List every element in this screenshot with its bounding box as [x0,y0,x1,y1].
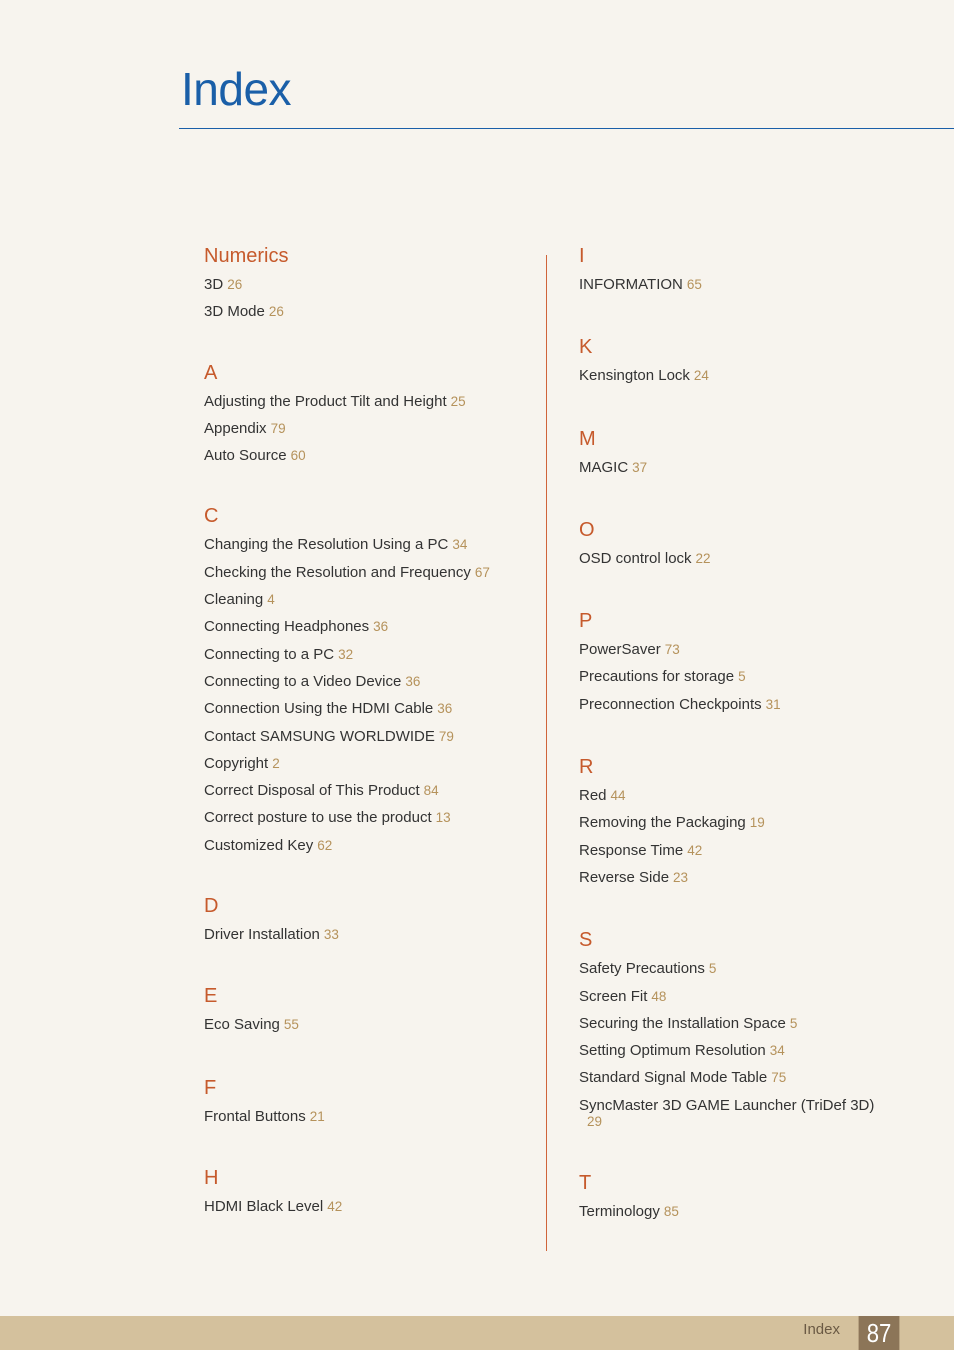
page-reference[interactable]: 24 [693,368,709,384]
section-heading: Numerics [204,245,289,267]
index-term: Reverse Side [579,868,670,886]
page-reference[interactable]: 19 [749,815,765,831]
index-term: Connecting to a PC [204,645,335,663]
page-reference[interactable]: 79 [270,420,286,436]
index-entry[interactable] [204,586,534,613]
section-heading: C [204,505,219,528]
index-term: Safety Precautions [579,960,705,978]
index-term: Securing the Installation Space [579,1014,786,1032]
index-term: Eco Saving [204,1016,280,1034]
index-entry[interactable] [579,545,919,572]
page-reference[interactable]: 75 [771,1070,787,1086]
index-section [579,335,919,389]
page-reference[interactable]: 79 [438,728,454,744]
index-entry[interactable] [579,983,919,1010]
index-section [579,1171,919,1225]
section-heading: F [204,1076,217,1099]
index-entry[interactable] [204,442,534,469]
index-entry[interactable] [204,804,534,831]
index-term: Changing the Resolution Using a PC [204,536,449,554]
page-reference[interactable]: 36 [437,701,453,717]
index-column-left [204,244,534,1220]
index-entry[interactable] [579,1064,919,1091]
index-term: 3D [204,276,224,293]
section-heading: H [204,1166,219,1189]
index-entry[interactable] [579,1010,919,1037]
page-reference[interactable]: 34 [769,1043,785,1059]
index-term: Removing the Packaging [579,814,746,832]
index-entry[interactable] [579,362,919,389]
index-term: Connecting Headphones [204,618,370,636]
index-term: Connecting to a Video Device [204,672,402,690]
page-reference[interactable]: 21 [309,1108,325,1124]
page-reference[interactable]: 33 [323,927,339,943]
index-term: Kensington Lock [579,367,690,385]
index-term: Adjusting the Product Tilt and Height [204,392,447,410]
index-term: Frontal Buttons [204,1107,306,1125]
column-divider [546,255,547,1251]
index-term: Red [579,787,607,805]
page-reference[interactable]: 25 [450,393,466,409]
index-entry[interactable] [579,271,919,298]
page-reference[interactable]: 73 [664,642,680,658]
index-entry[interactable] [204,695,534,722]
index-term: PowerSaver [579,641,661,659]
section-heading: R [579,756,594,779]
page-reference[interactable]: 22 [695,550,711,566]
index-entry[interactable] [579,636,919,663]
section-heading: K [579,336,593,359]
page-reference[interactable]: 5 [738,669,746,685]
page-reference[interactable]: 26 [227,277,243,292]
section-heading: P [579,610,593,633]
index-section [579,928,919,1133]
page-reference[interactable]: 67 [474,564,490,580]
index-entry[interactable] [579,691,919,718]
index-section [579,427,919,481]
page-reference[interactable]: 62 [317,837,333,853]
index-entry[interactable] [579,1198,919,1225]
page-reference[interactable]: 23 [673,869,689,885]
page-reference[interactable]: 48 [651,988,667,1004]
index-term: Preconnection Checkpoints [579,695,762,713]
index-section [579,609,919,718]
page-reference[interactable]: 13 [435,810,451,826]
index-entry[interactable] [204,750,534,777]
page-reference[interactable]: 85 [663,1203,679,1219]
index-entry[interactable] [579,1092,919,1134]
index-entry[interactable] [579,1037,919,1064]
index-term: Driver Installation [204,926,320,944]
index-entry[interactable] [204,1193,534,1220]
index-term: OSD control lock [579,549,692,567]
index-entry[interactable] [204,777,534,804]
index-entry[interactable] [204,921,534,948]
index-entry[interactable] [204,668,534,695]
index-section [204,894,534,948]
index-term: Setting Optimum Resolution [579,1042,766,1060]
page-reference[interactable]: 36 [405,673,421,689]
page-reference[interactable]: 26 [268,304,284,320]
page-reference[interactable]: 31 [765,696,781,712]
index-entry[interactable] [204,415,534,442]
index-term: Screen Fit [579,987,648,1005]
index-entry[interactable] [579,864,919,891]
index-term: Appendix [204,419,267,437]
index-term: Auto Source [204,447,287,465]
index-term: 3D Mode [204,303,265,321]
index-entry[interactable] [579,955,919,982]
index-entry[interactable] [579,782,919,809]
index-entry[interactable] [579,454,919,481]
page-reference[interactable]: 42 [687,842,703,858]
page-reference[interactable]: 34 [452,537,468,553]
page-reference[interactable]: 42 [327,1198,343,1214]
index-section [204,984,534,1038]
footer-section-label: Index [803,1321,840,1338]
page-reference[interactable]: 5 [789,1015,798,1031]
index-section [204,244,534,326]
index-entry[interactable] [204,723,534,750]
index-entry[interactable] [204,531,534,558]
index-term: Checking the Resolution and Frequency [204,563,471,581]
page-reference[interactable]: 4 [267,592,275,608]
index-term: Contact SAMSUNG WORLDWIDE [204,727,435,745]
section-heading: A [204,361,218,384]
index-term: INFORMATION [579,276,683,293]
page-reference[interactable]: 29 [587,1113,603,1129]
index-column-right [579,244,919,1225]
page-number: 87 [859,1316,900,1350]
index-term: Connection Using the HDMI Cable [204,700,434,718]
page-reference[interactable]: 5 [708,961,717,977]
index-term: HDMI Black Level [204,1197,324,1215]
section-heading: O [579,518,595,541]
index-section [579,244,919,298]
section-heading: D [204,895,219,918]
index-term: Copyright [204,754,269,772]
page-reference[interactable]: 65 [686,277,702,292]
index-section [579,755,919,891]
index-entry[interactable] [579,837,919,864]
index-entry[interactable] [204,559,534,586]
index-term: Cleaning [204,591,264,609]
section-heading: E [204,985,218,1008]
index-term: SyncMaster 3D GAME Launcher (TriDef 3D) [579,1096,875,1114]
page-reference[interactable]: 60 [290,448,306,464]
index-section [204,361,534,470]
page-reference[interactable]: 32 [338,646,354,662]
index-section [579,518,919,572]
page-reference[interactable]: 44 [610,788,626,804]
index-entry[interactable] [579,809,919,836]
index-entry[interactable] [579,663,919,690]
index-entry[interactable] [204,298,534,325]
index-term: Correct posture to use the product [204,809,432,827]
index-term: Terminology [579,1202,660,1220]
page-reference[interactable]: 36 [373,619,389,635]
index-entry[interactable] [204,613,534,640]
section-heading: T [579,1171,592,1194]
page-title: Index [181,63,292,115]
page-reference[interactable]: 2 [272,755,280,771]
index-entry[interactable] [204,271,534,298]
index-term: Customized Key [204,836,314,854]
index-section [204,1166,534,1220]
index-term: MAGIC [579,458,629,476]
title-rule [179,128,954,129]
section-heading: I [579,245,585,267]
page-reference[interactable]: 84 [423,783,439,799]
index-entry[interactable] [204,388,534,415]
page-reference[interactable]: 37 [632,459,648,475]
index-term: Standard Signal Mode Table [579,1069,768,1087]
index-entry[interactable] [204,832,534,859]
section-heading: M [579,427,596,450]
page-reference[interactable]: 55 [283,1017,299,1033]
index-entry[interactable] [204,1103,534,1130]
index-section [204,1076,534,1130]
index-term: Precautions for storage [579,668,735,686]
index-term: Response Time [579,841,684,859]
index-entry[interactable] [204,1011,534,1038]
index-term: Correct Disposal of This Product [204,782,420,800]
index-entry[interactable] [204,641,534,668]
section-heading: S [579,929,593,952]
index-section [204,504,534,859]
